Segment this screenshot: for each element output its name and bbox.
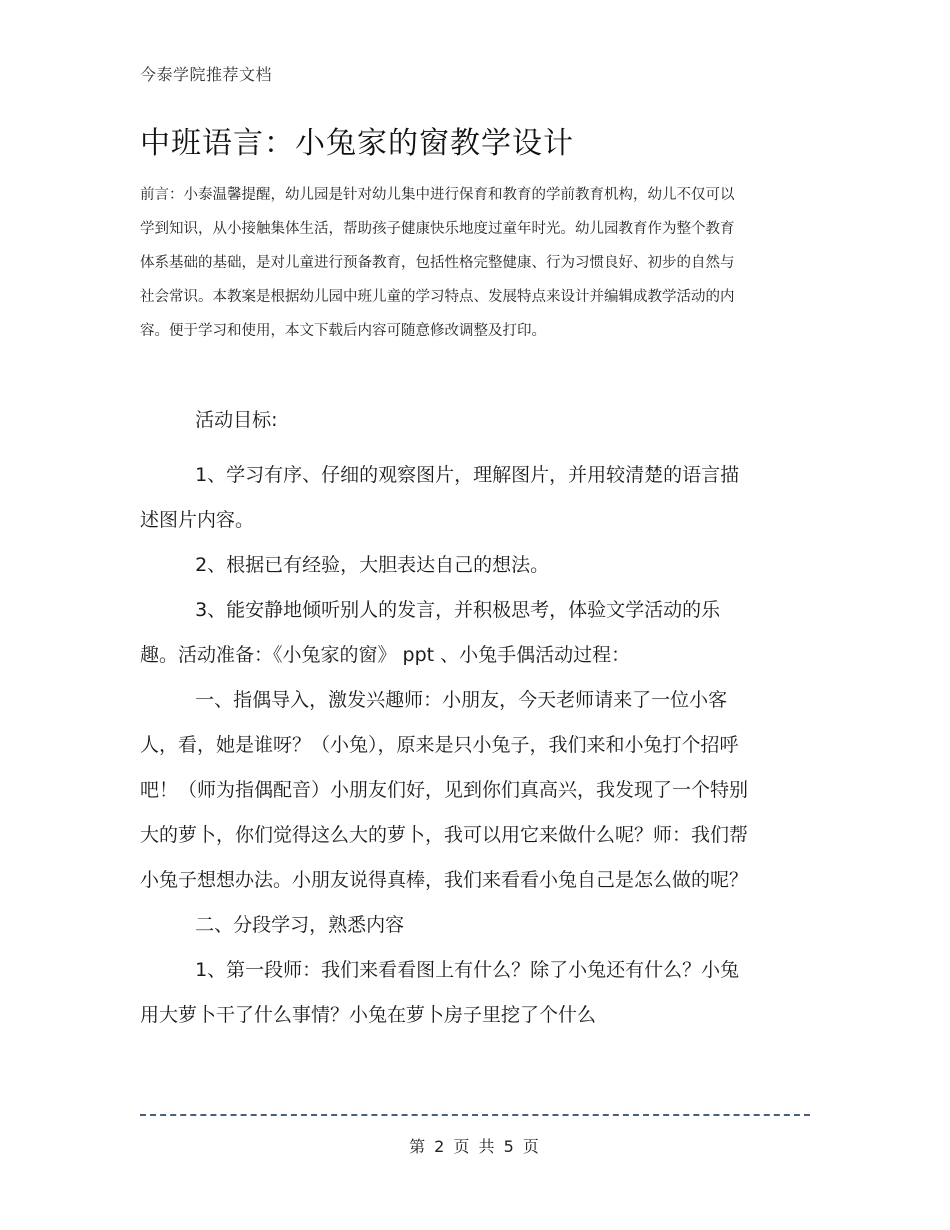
body-paragraph: 1、学习有序、仔细的观察图片，理解图片，并用较清楚的语言描述图片内容。 bbox=[140, 464, 740, 531]
document-title: 中班语言：小兔家的窗教学设计 bbox=[140, 126, 574, 161]
footer-divider bbox=[140, 1114, 810, 1116]
document-body bbox=[140, 398, 750, 1038]
body-paragraph: 2、根据已有经验，大胆表达自己的想法。 bbox=[195, 554, 550, 576]
body-paragraph: 二、分段学习，熟悉内容 bbox=[195, 914, 405, 936]
body-paragraph: 1、第一段师：我们来看看图上有什么？除了小兔还有什么？小兔用大萝卜干了什么事情？小兔在萝卜房子里挖了个什么 bbox=[140, 959, 740, 1026]
section-heading-goals: 活动目标: bbox=[195, 409, 278, 431]
intro-paragraph: 前言：小泰温馨提醒，幼儿园是针对幼儿集中进行保育和教育的学前教育机构，幼儿不仅可以学到知识，从小接触集体生活，帮助孩子健康快乐地度过童年时光。幼儿园教育作为整个教育体系基础的基础，是对儿童进行预备教育，包括性格完整健康、行为习惯良好、初步的自然与社会常识。本教案是根据幼儿园中班儿童的学习特点、发展特点来设计并编辑成教学活动的内容。便于学习和使用，本文下载后内容可随意修改调整及打印。 bbox=[140, 187, 735, 339]
body-paragraph: 3、能安静地倾听别人的发言，并积极思考，体验文学活动的乐趣。活动准备：《小兔家的窗》 ppt 、小兔手偶活动过程： bbox=[140, 599, 721, 666]
page-number: 第 2 页 共 5 页 bbox=[409, 1137, 541, 1156]
document-source-text: 今泰学院推荐文档 bbox=[140, 65, 273, 84]
body-paragraph: 一、指偶导入，激发兴趣师：小朋友，今天老师请来了一位小客人，看，她是谁呀？（小兔），原来是只小兔子，我们来和小兔打个招呼吧！（师为指偶配音）小朋友们好，见到你们真高兴，我发现了一个特别大的萝卜，你们觉得这么大的萝卜，我可以用它来做什么呢？师：我们帮小兔子想想办法。小朋友说得真棒，我们来看看小兔自己是怎么做的呢？ bbox=[140, 689, 749, 891]
document-source-label bbox=[140, 62, 272, 85]
